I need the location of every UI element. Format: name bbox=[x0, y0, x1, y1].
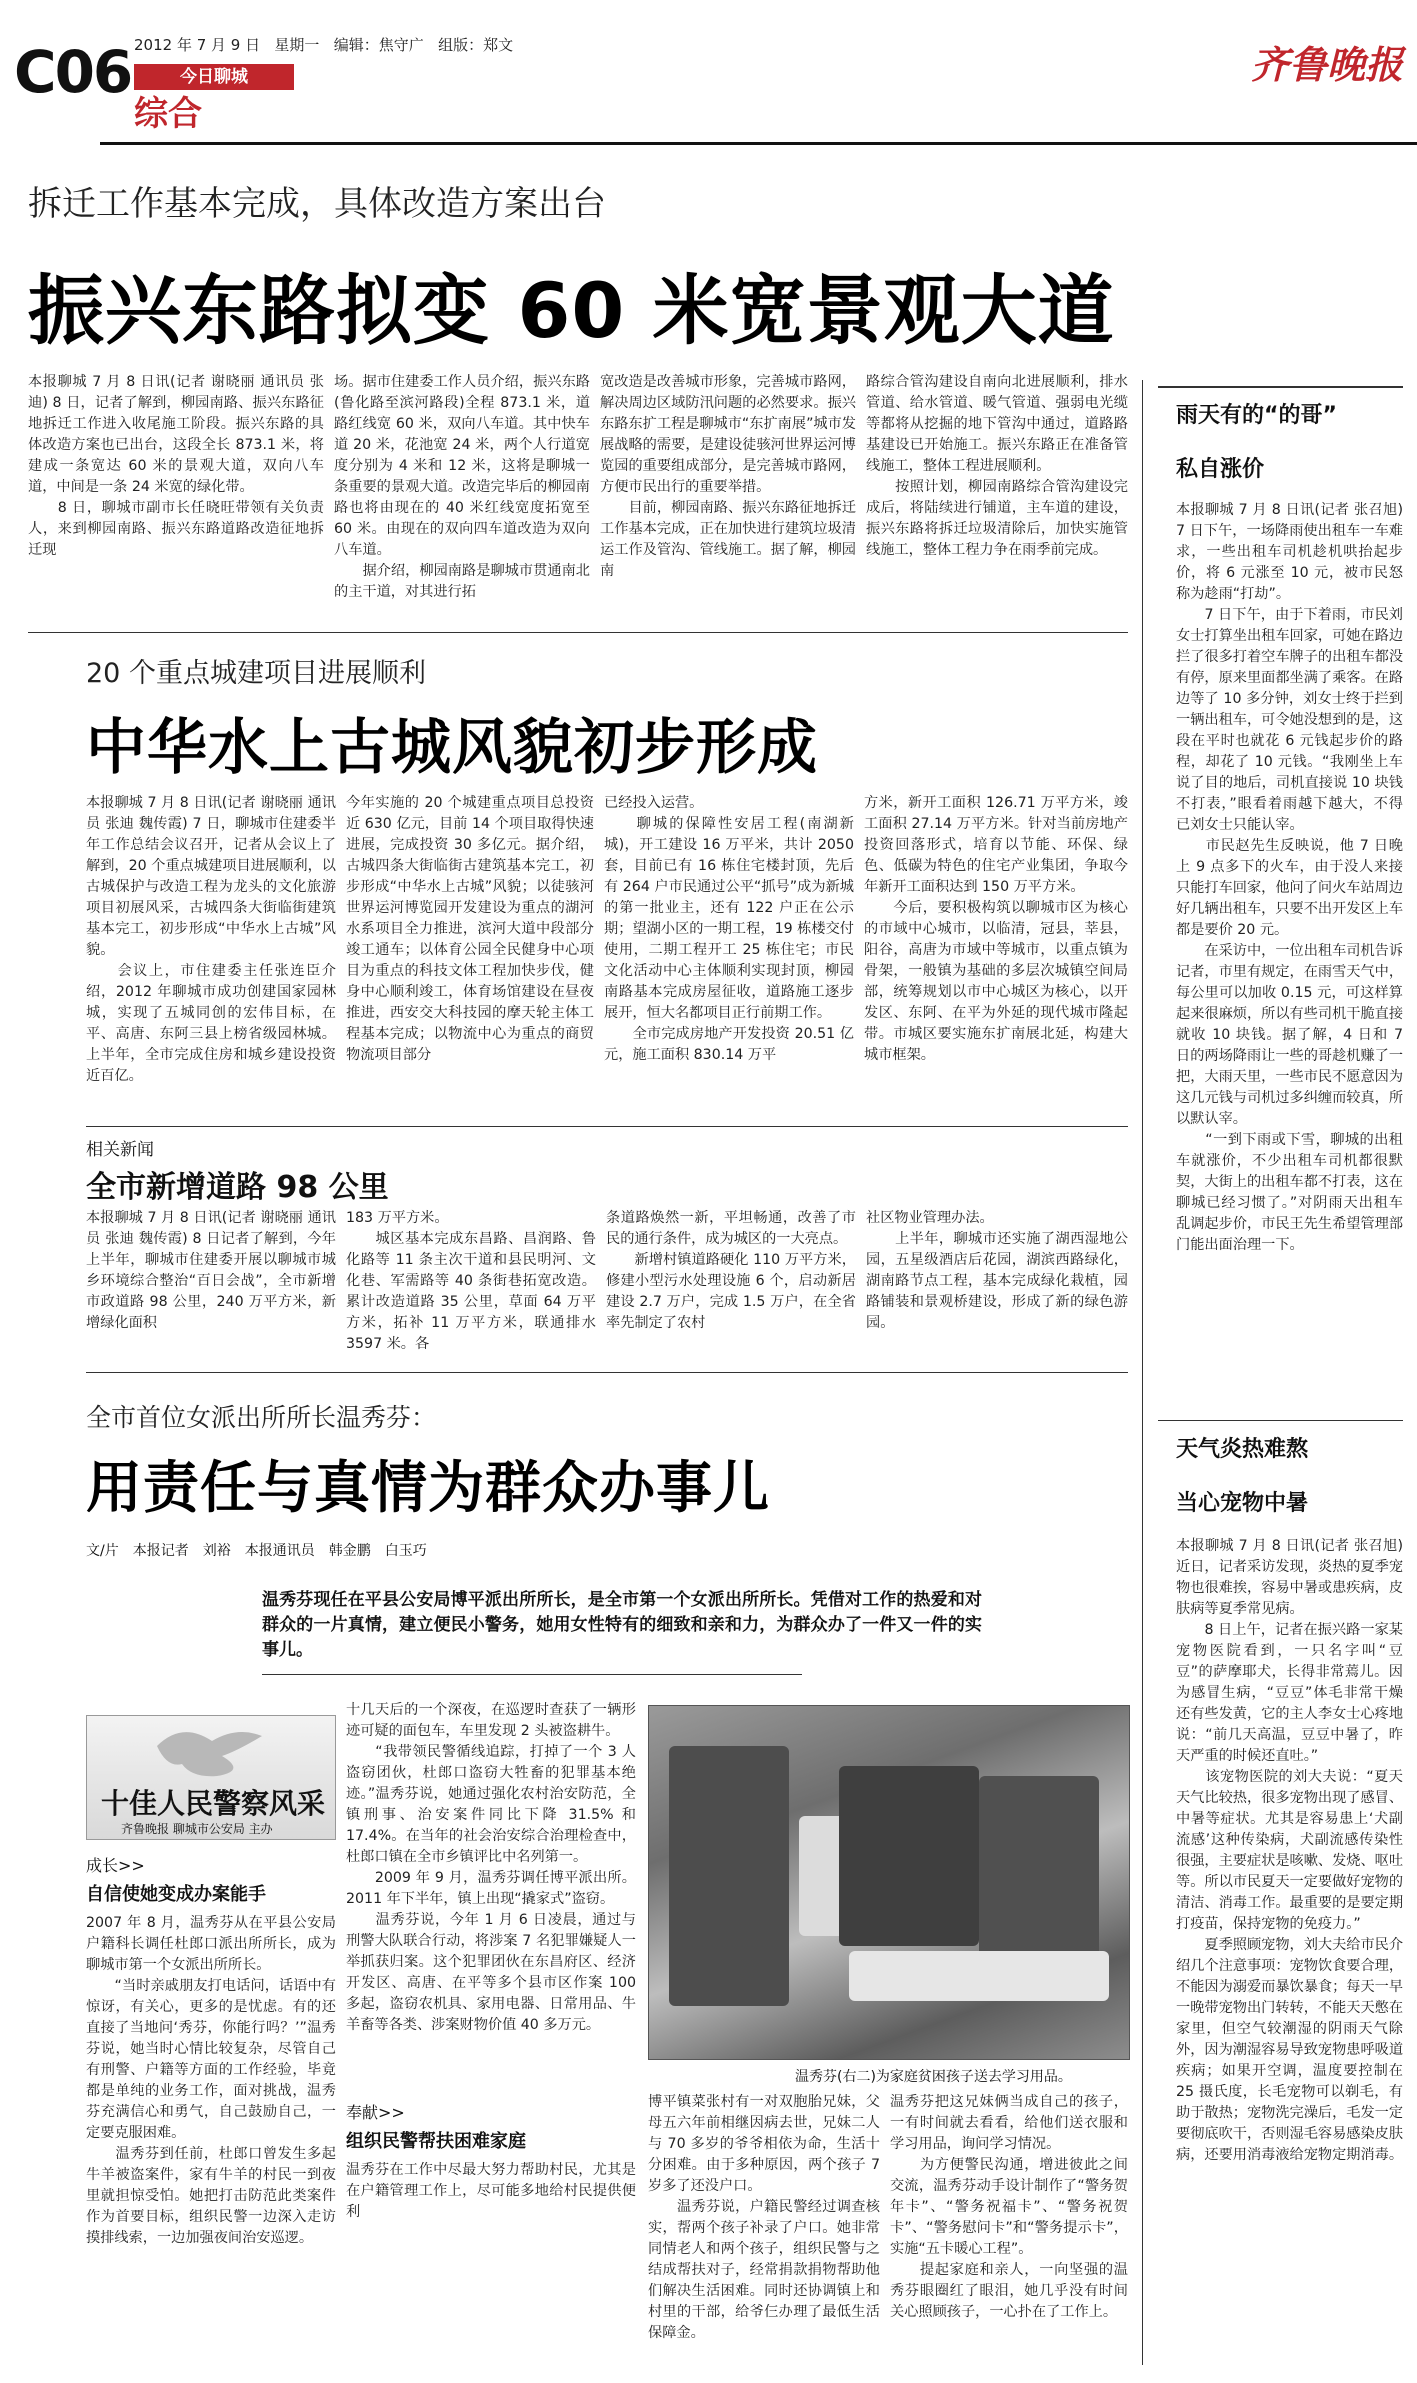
story2-kicker: 20 个重点城建项目进展顺利 bbox=[86, 658, 426, 689]
story4-col-2: 十几天后的一个深夜，在巡逻时查获了一辆形迹可疑的面包车，车里发现 2 头被盗耕牛。 “我带领民警循线追踪，打掉了一个 3 人盗窃团伙，杜郎口盗窃大牲畜的犯罪基本绝迹。”温秀芬说，她通过强化农村治安防范，全镇刑事、治安案件同比下降 31.5% 和 17.4%。在当年的社会治安综合治理检查中，杜郎口镇在全市乡镇评比中名列第一。 2009 年 9 月，温秀芬调任博平派出所。2011 年下半年，镇上出现“撬家式”盗窃。 温秀芬说，今年 1 月 6 日凌晨，通过与刑警大队联合行动，将涉案 7 名犯罪嫌疑人一举抓获归案。这个犯罪团伙在东昌府区、经济开发区、高唐、在平等多个县市区作案 100 多起，盗窃农机具、家用电器、日常用品、牛羊畜等各类、涉案财物价值 40 多万元。 bbox=[346, 1702, 636, 2033]
side2-title-1: 天气炎热难熬 bbox=[1176, 1437, 1309, 1462]
story1-rule bbox=[28, 632, 1128, 633]
story4-sub2-text: 温秀芬在工作中尽最大努力帮助村民，尤其是在户籍管理工作上，尽可能多地给村民提供便利 bbox=[346, 2162, 636, 2220]
story4-kicker: 全市首位女派出所所长温秀芬： bbox=[86, 1403, 437, 1432]
story3-col-4: 社区物业管理办法。 上半年，聊城市还实施了湖西湿地公园，五星级酒店后花园，湖滨西路绿化，湖南路节点工程，基本完成绿化栽植，园路铺装和景观桥建设，形成了新的绿色游园。 bbox=[866, 1210, 1128, 1331]
story2-col-3: 已经投入运营。 聊城的保障性安居工程(南湖新城)，开工建设 16 万平米，共计 2050 套，目前已有 16 栋住宅楼封顶，先后有 264 户市民通过公平“抓号”成为新城的第一批业主，还有 122 户正在公示期；望湖小区的一期工程，19 栋楼交付使用，二期工程开工 25 栋住宅；市民文化活动中心主体顺利实现封顶，柳园南路基本完成房屋征收，道路施工逐步展开，恒大名都项目正行前期工作。 全市完成房地产开发投资 20.51 亿元，施工面积 830.14 万平 bbox=[604, 795, 854, 1063]
masthead-rule bbox=[100, 142, 1417, 145]
section-tag: 今日聊城 bbox=[134, 64, 294, 90]
story4-byline: 文/片 本报记者 刘裕 本报通讯员 韩金鹏 白玉巧 bbox=[86, 1543, 427, 1559]
story3-col-2: 183 万平方米。 城区基本完成东昌路、昌润路、鲁化路等 11 条主次干道和县民明河、文化巷、军需路等 40 条街巷拓宽改造。累计改造道路 35 公里，草面 64 万平方米，拓补 11 万平方米，联通排水 3597 米。各 bbox=[346, 1210, 596, 1352]
story4-lead: 温秀芬现任在平县公安局博平派出所所长，是全市第一个女派出所所长。凭借对工作的热爱和对群众的一片真情，建立便民小警务，她用女性特有的细致和亲和力，为群众办了一件又一件的实事儿。 bbox=[262, 1590, 982, 1660]
story2-col-4: 方米，新开工面积 126.71 万平方米，竣工面积 27.14 万平方米。针对当前房地产投资回落形式，培育以节能、环保、绿色、低碳为特色的住宅产业集团，争取今年新开工面积达到 150 万平方米。 今后，要积极构筑以聊城市区为核心的市域中心城市，以临清，冠县，莘县，阳谷，高唐为市域中等城市，以重点镇为骨架，一般镇为基础的多层次城镇空间局部，统筹规划以市中心城区为核心，以开发区、东阿、在平为外延的现代城市隆起带。市城区要实施东扩南展北延，构建大城市框架。 bbox=[864, 795, 1128, 1063]
story3-headline: 全市新增道路 98 公里 bbox=[86, 1170, 389, 1205]
side2-title-2: 当心宠物中暑 bbox=[1176, 1491, 1309, 1516]
side1-bottom-rule bbox=[1158, 1420, 1403, 1421]
page-number: C06 bbox=[14, 38, 132, 106]
side1-top-rule bbox=[1158, 386, 1403, 388]
newspaper-logo: 齐鲁晚报 bbox=[1250, 42, 1403, 87]
banner-subtitle: 齐鲁晚报 聊城市公安局 主办 bbox=[121, 1822, 273, 1836]
story4-col-3: 博平镇菜张村有一对双胞胎兄妹，父母五六年前相继因病去世，兄妹二人与 70 多岁的爷爷相依为命，生活十分困难。由于多种原因，两个孩子 7 岁多了还没户口。 温秀芬说，户籍民警经过调查核实，帮两个孩子补录了户口。她非常同情老人和两个孩子，组织民警与之结成帮扶对子，经常捐款捐物帮助他们解决生活困难。同时还协调镇上和村里的干部，给爷仨办理了最低生活保障金。 bbox=[648, 2094, 880, 2341]
story2-col-1: 本报聊城 7 月 8 日讯(记者 谢晓丽 通讯员 张迪 魏传霞) 7 日，聊城市住建委半年工作总结会议召开，记者从会议上了解到，20 个重点城建项目进展顺利，以古城保护与改造工程为龙头的文化旅游项目初展风采，古城四条大街临街建筑基本完工，初步形成“中华水上古城”风貌。 会议上，市住建委主任张连臣介绍，2012 年聊城市成功创建国家园林城，实现了五城同创的宏伟目标，在平、高唐、东阿三县上榜省级园林城。上半年，全市完成住房和城乡建设投资近百亿。 bbox=[86, 795, 336, 1084]
story1-col-1: 本报聊城 7 月 8 日讯(记者 谢晓丽 通讯员 张迪) 8 日，记者了解到，柳园南路、振兴东路征地拆迁工作进入收尾施工阶段。振兴东路的具体改造方案也已出台，这段全长 873.1 米，将建成一条宽达 60 米的景观大道，双向八车道，中间是一条 24 米宽的绿化带。 8 日，聊城市副市长任晓旺带领有关负责人，来到柳园南路、振兴东路道路改造征地拆迁现 bbox=[28, 374, 324, 558]
story1-headline: 振兴东路拟变 60 米宽景观大道 bbox=[28, 266, 1115, 355]
story1-col-4: 路综合管沟建设自南向北进展顺利，排水管道、给水管道、暖气管道、强弱电光缆等都将从挖掘的地下管沟中通过，道路路基建设已开始施工。振兴东路正在准备管线施工，整体工程进展顺利。 按照计划，柳园南路综合管沟建设完成后，将陆续进行铺道，主车道的建设，振兴东路将拆迁垃圾清除后，加快实施管线施工，整体工程力争在雨季前完成。 bbox=[866, 374, 1128, 558]
side1-title-2: 私自涨价 bbox=[1176, 457, 1265, 482]
story2-rule bbox=[86, 1126, 1128, 1127]
editor: 编辑：焦守广 bbox=[333, 36, 424, 54]
sub1-title: 自信使她变成办案能手 bbox=[86, 1884, 266, 1905]
sub2-title: 组织民警帮扶困难家庭 bbox=[346, 2131, 526, 2152]
photo-caption: 温秀芬(右二)为家庭贫困孩子送去学习用品。 bbox=[795, 2069, 1072, 2085]
story2-col-2: 今年实施的 20 个城建重点项目总投资近 630 亿元，目前 14 个项目取得快速进展，完成投资 30 多亿元。据介绍，古城四条大街临街古建筑基本完工，初步形成“中华水上古城”风貌；以徒骇河世界运河博览园开发建设为重点的湖河水系项目全力推进，滨河大道中段部分竣工通车；以体育公园全民健身中心项目为重点的科技文体工程加快步伐，健身中心顺利竣工，体育场馆建设在昼夜推进，西安交大科技园的摩天轮主体工程基本完成；以物流中心为重点的商贸物流项目部分 bbox=[346, 795, 594, 1063]
sub2-label: 奉献>> bbox=[346, 2103, 405, 2122]
story1-col-3: 宽改造是改善城市形象，完善城市路网，解决周边区域防汛问题的必然要求。振兴东路东扩工程是聊城市“东扩南展”城市发展战略的需要，是建设徒骇河世界运河博览园的重要组成部分，是完善城市路网，方便市民出行的重要举措。 目前，柳园南路、振兴东路征地拆迁工作基本完成，正在加快进行建筑垃圾清运工作及管沟、管线施工。据了解，柳园南 bbox=[600, 374, 856, 579]
banner-title: 十佳人民警察风采 bbox=[101, 1787, 326, 1820]
masthead-meta bbox=[134, 34, 513, 55]
side1-text: 本报聊城 7 月 8 日讯(记者 张召旭) 7 日下午，一场降雨使出租车一车难求，一些出租车司机趁机哄抬起步价，将 6 元涨至 10 元，被市民怒称为趁雨“打劫”。 7 日下午，由于下着雨，市民刘女士打算坐出租车回家，可她在路边拦了很多打着空车牌子的出租车都没有停，原来里面都坐满了乘客。在路边等了 10 多分钟，刘女士终于拦到一辆出租车，可令她没想到的是，这段在平时也就花 6 元钱起步价的路程，却花了 10 元钱。“我刚坐上车说了目的地后，司机直接说 10 块钱不打表，”眼看着雨越下越大，不得已刘女士只能认宰。 市民赵先生反映说，他 7 日晚上 9 点多下的火车，由于没人来接只能打车回家，他问了问火车站周边好几辆出租车，只要不出开发区上车都是要价 20 元。 在采访中，一位出租车司机告诉记者，市里有规定，在雨雪天气中，每公里可以加收 0.15 元，可这样算起来很麻烦，所以有些司机干脆直接就收 10 块钱。据了解，4 日和 7 日的两场降雨让一些的哥趁机赚了一把，大雨天里，一些市民不愿意因为这几元钱与司机过多纠缠而较真，所以默认宰。 “一到下雨或下雪，聊城的出租车就涨价，不少出租车司机都很默契，大街上的出租车都不打表，这在聊城已经习惯了。”对阴雨天出租车乱调起步价，市民王先生希望管理部门能出面治理一下。 bbox=[1176, 502, 1403, 1253]
sub1-label: 成长>> bbox=[86, 1856, 145, 1875]
lead-rule bbox=[262, 1674, 802, 1675]
sidebar-divider bbox=[1142, 380, 1143, 2365]
section-title: 综合 bbox=[134, 94, 202, 134]
designer: 组版：郑文 bbox=[438, 36, 514, 54]
story3-col-3: 条道路焕然一新，平坦畅通，改善了市民的通行条件，成为城区的一大亮点。 新增村镇道路硬化 110 万平方米，修建小型污水处理设施 6 个，启动新居建设 2.7 万户，完成 1.5 万户，在全省率先制定了农村 bbox=[606, 1210, 856, 1331]
police-photo bbox=[648, 1705, 1130, 2060]
police-banner bbox=[86, 1715, 336, 1840]
story3-col-1: 本报聊城 7 月 8 日讯(记者 谢晓丽 通讯员 张迪 魏传霞) 8 日记者了解到，今年上半年，聊城市住建委开展以聊城市城乡环境综合整治“百日会战”，全市新增市政道路 98 公里，240 万平方米，新增绿化面积 bbox=[86, 1210, 336, 1331]
story3-rule bbox=[86, 1372, 1128, 1373]
story4-col-1: 2007 年 8 月，温秀芬从在平县公安局户籍科长调任杜郎口派出所所长，成为聊城市第一个女派出所所长。 “当时亲戚朋友打电话问，话语中有惊讶，有关心，更多的是忧虑。有的还直接了当地问‘秀芬，你能行吗？’”温秀芬说，她当时心情比较复杂，尽管自己有刑警、户籍等方面的工作经验，毕竟都是单纯的业务工作，面对挑战，温秀芬充满信心和勇气，自己鼓励自己，一定要克服困难。 温秀芬到任前，杜郎口曾发生多起牛羊被盗案件，家有牛羊的村民一到夜里就担惊受怕。她把打击防范此类案件作为首要目标，组织民警一边深入走访摸排线索，一边加强夜间治安巡逻。 bbox=[86, 1915, 336, 2246]
story2-headline: 中华水上古城风貌初步形成 bbox=[86, 713, 818, 783]
side1-title-1: 雨天有的“的哥” bbox=[1176, 403, 1337, 428]
story4-headline: 用责任与真情为群众办事儿 bbox=[86, 1456, 770, 1521]
story1-kicker: 拆迁工作基本完成，具体改造方案出台 bbox=[28, 184, 606, 224]
side2-text: 本报聊城 7 月 8 日讯(记者 张召旭) 近日，记者采访发现，炎热的夏季宠物也很难挨，容易中暑或患疾病，皮肤病等夏季常见病。 8 日上午，记者在振兴路一家某宠物医院看到，一只名字叫“豆豆”的萨摩耶犬，长得非常蔫儿。因为感冒生病，“豆豆”体毛非常干燥还有些发黄，它的主人李女士心疼地说：“前几天高温，豆豆中暑了，昨天严重的时候还直吐。” 该宠物医院的刘大夫说：“夏天天气比较热，很多宠物出现了感冒、中暑等症状。尤其是容易患上‘犬副流感’这种传染病，犬副流感传染性很强，主要症状是咳嗽、发烧、呕吐等。所以市民夏天一定要做好宠物的清洁、消毒工作。最重要的是要定期打疫苗，保持宠物的免疫力。” 夏季照顾宠物，刘大夫给市民介绍几个注意事项：宠物饮食要合理，不能因为溺爱而暴饮暴食；每天一早一晚带宠物出门转转，不能天天憋在家里，但空气较潮湿的阴雨天气除外，因为潮湿容易导致宠物患呼吸道疾病；如果开空调，温度要控制在 25 摄氏度，长毛宠物可以剃毛，有助于散热；宠物洗完澡后，毛发一定要彻底吹干，否则湿毛容易感染皮肤病，还要用消毒液给宠物定期消毒。 bbox=[1176, 1538, 1403, 2163]
story1-col-2: 场。据市住建委工作人员介绍，振兴东路(鲁化路至滨河路段)全程 873.1 米，道路红线宽 60 米，双向八车道。其中快车道 20 米，花池宽 24 米，两个人行道宽度分别为 4 米和 12 米，这将是聊城一条重要的景观大道。改造完毕后的柳园南路也将由现在的 40 米红线宽度拓宽至 60 米。由现在的双向四车道改造为双向八车道。 据介绍，柳园南路是聊城市贯通南北的主干道，对其进行拓 bbox=[334, 374, 590, 600]
story3-label: 相关新闻 bbox=[86, 1140, 154, 1160]
story4-col-4: 温秀芬把这兄妹俩当成自己的孩子，一有时间就去看看，给他们送衣服和学习用品，询问学习情况。 为方便警民沟通，增进彼此之间交流，温秀芬动手设计制作了“警务贺年卡”、“警务祝福卡”、“警务祝贺卡”、“警务慰问卡”和“警务提示卡”，实施“五卡暖心工程”。 提起家庭和亲人，一向坚强的温秀芬眼圈红了眼泪，她几乎没有时间关心照顾孩子，一心扑在了工作上。 bbox=[890, 2094, 1128, 2320]
issue-date: 2012 年 7 月 9 日 bbox=[134, 36, 261, 54]
issue-weekday: 星期一 bbox=[274, 36, 320, 54]
